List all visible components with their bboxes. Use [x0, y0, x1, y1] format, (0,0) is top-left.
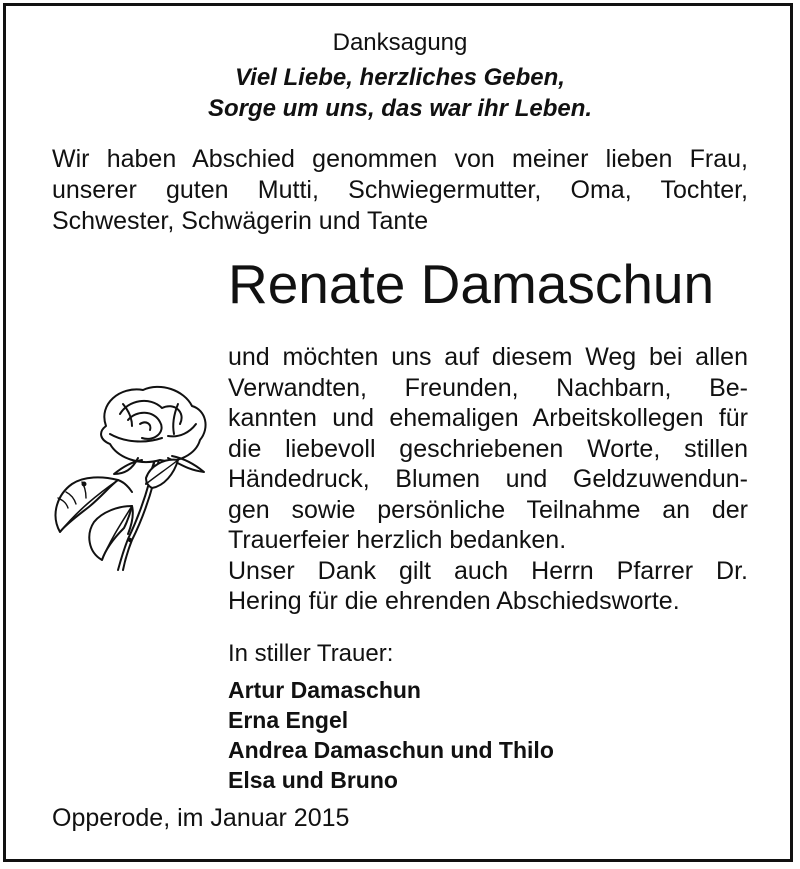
- motto-line-1: Viel Liebe, herzliches Geben,: [235, 64, 565, 91]
- thanks-text: [228, 342, 748, 617]
- motto: [0, 62, 800, 124]
- thanks-line: und möchten uns auf diesem Weg bei allen: [228, 343, 748, 371]
- rose-icon: [28, 374, 218, 574]
- thanks-line: Händedruck, Blumen und Geldzuwendun-: [228, 465, 748, 493]
- intro-line-2: unserer guten Mutti, Schwiegermutter, Oma, Tochter,: [52, 176, 748, 204]
- pastor-line: Unser Dank gilt auch Herrn Pfarrer Dr.: [228, 556, 748, 585]
- family-member: Erna Engel: [228, 707, 349, 733]
- intro-text: [52, 144, 748, 237]
- thanks-line: die liebevoll geschriebenen Worte, stillen: [228, 434, 748, 463]
- mourning-label: In stiller Trauer:: [228, 640, 394, 667]
- notice-heading: Danksagung: [332, 29, 468, 56]
- thanks-line: gen sowie persönliche Teilnahme an der: [228, 495, 748, 524]
- family-list: [228, 675, 554, 795]
- place-date: Opperode, im Januar 2015: [52, 804, 350, 832]
- pastor-line: Hering für die ehrenden Abschiedsworte.: [228, 587, 680, 615]
- deceased-name: Renate Damaschun: [228, 253, 715, 315]
- thanks-line: kannten und ehemaligen Arbeitskollegen für: [228, 404, 748, 432]
- intro-line-1: Wir haben Abschied genommen von meiner lieben Frau,: [52, 145, 748, 173]
- thanks-line: Trauerfeier herzlich bedanken.: [228, 526, 567, 554]
- family-member: Elsa und Bruno: [228, 767, 398, 793]
- intro-line-3: Schwester, Schwägerin und Tante: [52, 207, 429, 235]
- family-member: Andrea Damaschun und Thilo: [228, 737, 554, 763]
- thanks-line: Verwandten, Freunden, Nachbarn, Be-: [228, 373, 748, 402]
- family-member: Artur Damaschun: [228, 677, 421, 703]
- motto-line-2: Sorge um uns, das war ihr Leben.: [207, 95, 593, 122]
